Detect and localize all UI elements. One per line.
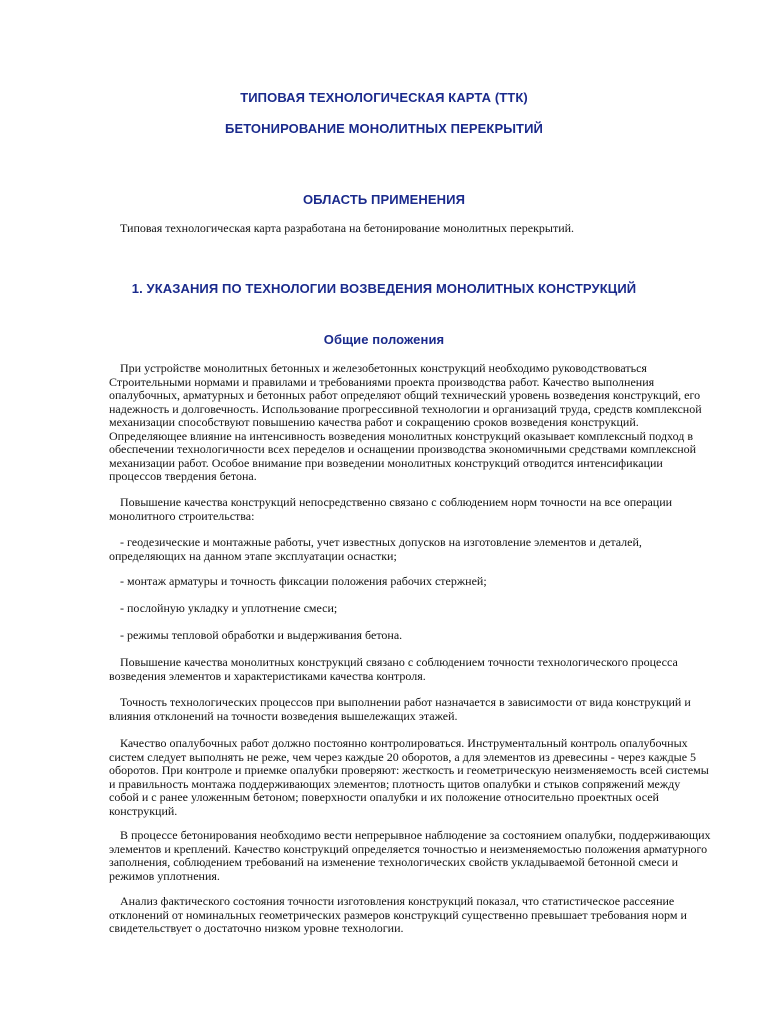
scope-paragraph: Типовая технологическая карта разработана на бетонирование монолитных перекрытий.: [120, 221, 575, 235]
paragraph: Точность технологических процессов при выполнении работ назначается в зависимости от вида конструкций и влияния отклонений на точности возведения вышележащих этажей.: [109, 695, 691, 723]
document-title: ТИПОВАЯ ТЕХНОЛОГИЧЕСКАЯ КАРТА (ТТК): [240, 90, 528, 105]
list-item: - геодезические и монтажные работы, учет известных допусков на изготовление элементов и деталей, определяющих на данном этапе эксплуатации оснастки;: [109, 535, 642, 563]
section-heading-1: 1. УКАЗАНИЯ ПО ТЕХНОЛОГИИ ВОЗВЕДЕНИЯ МОНОЛИТНЫХ КОНСТРУКЦИЙ: [131, 281, 637, 296]
list-item: - послойную укладку и уплотнение смеси;: [120, 601, 338, 615]
paragraph: В процессе бетонирования необходимо вести непрерывное наблюдение за состоянием опалубки, поддерживающих элементов и креплений. Качество конструкций определяется точностью и неизменяемостью положения арматурного заполнения, соблюдением требований на изменение технологических свойств укладываемой бетонной смеси и режимов уплотнения.: [109, 828, 711, 883]
list-item: - режимы тепловой обработки и выдерживания бетона.: [120, 628, 403, 642]
subsection-heading: Общие положения: [323, 332, 445, 347]
paragraph: Анализ фактического состояния точности изготовления конструкций показал, что статистическое рассеяние отклонений от номинальных геометрических размеров конструкций существенно превышает требования норм и свидетельствует о достаточно низком уровне технологии.: [109, 894, 687, 935]
paragraph: Повышение качества монолитных конструкций связано с соблюдением точности технологического процесса возведения элементов и характеристиками качества контроля.: [109, 655, 678, 683]
list-item: - монтаж арматуры и точность фиксации положения рабочих стержней;: [120, 574, 487, 588]
paragraph: При устройстве монолитных бетонных и железобетонных конструкций необходимо руководствоваться Строительными нормами и правилами и требованиями проекта производства работ. Качество выполнения опалубочных, арматурных и бетонных работ определяют общий технический уровень возведения конструкций, его надежность и долговечность. Использование прогрессивной технологии и организаций труда, средств комплексной механизации способствуют повышению качества работ и сокращению сроков возведения конструкций. Определяющее влияние на интенсивность возведения монолитных конструкций оказывает комплексный подход в обеспечении технологичности всех переделов и оснащении производства экономичными средствами комплексной механизации работ. Особое внимание при возведении монолитных конструкций отводится интенсификации процессов твердения бетона.: [109, 361, 702, 483]
document-subtitle: БЕТОНИРОВАНИЕ МОНОЛИТНЫХ ПЕРЕКРЫТИЙ: [225, 121, 543, 136]
paragraph: Качество опалубочных работ должно постоянно контролироваться. Инструментальный контроль опалубочных систем следует выполнять не реже, чем через каждые 20 оборотов, а для элементов из древесины - через каждые 5 оборотов. При контроле и приемке опалубки проверяют: жесткость и геометрическую неизменяемость всей системы и правильность монтажа поддерживающих элементов; плотность щитов опалубки и стыков сопряжений между собой и с ранее уложенным бетоном; поверхности опалубки и их положение относительно проектных осей конструкций.: [109, 736, 709, 818]
section-heading-scope: ОБЛАСТЬ ПРИМЕНЕНИЯ: [302, 192, 466, 207]
paragraph: Повышение качества конструкций непосредственно связано с соблюдением норм точности на все операции монолитного строительства:: [109, 495, 673, 523]
